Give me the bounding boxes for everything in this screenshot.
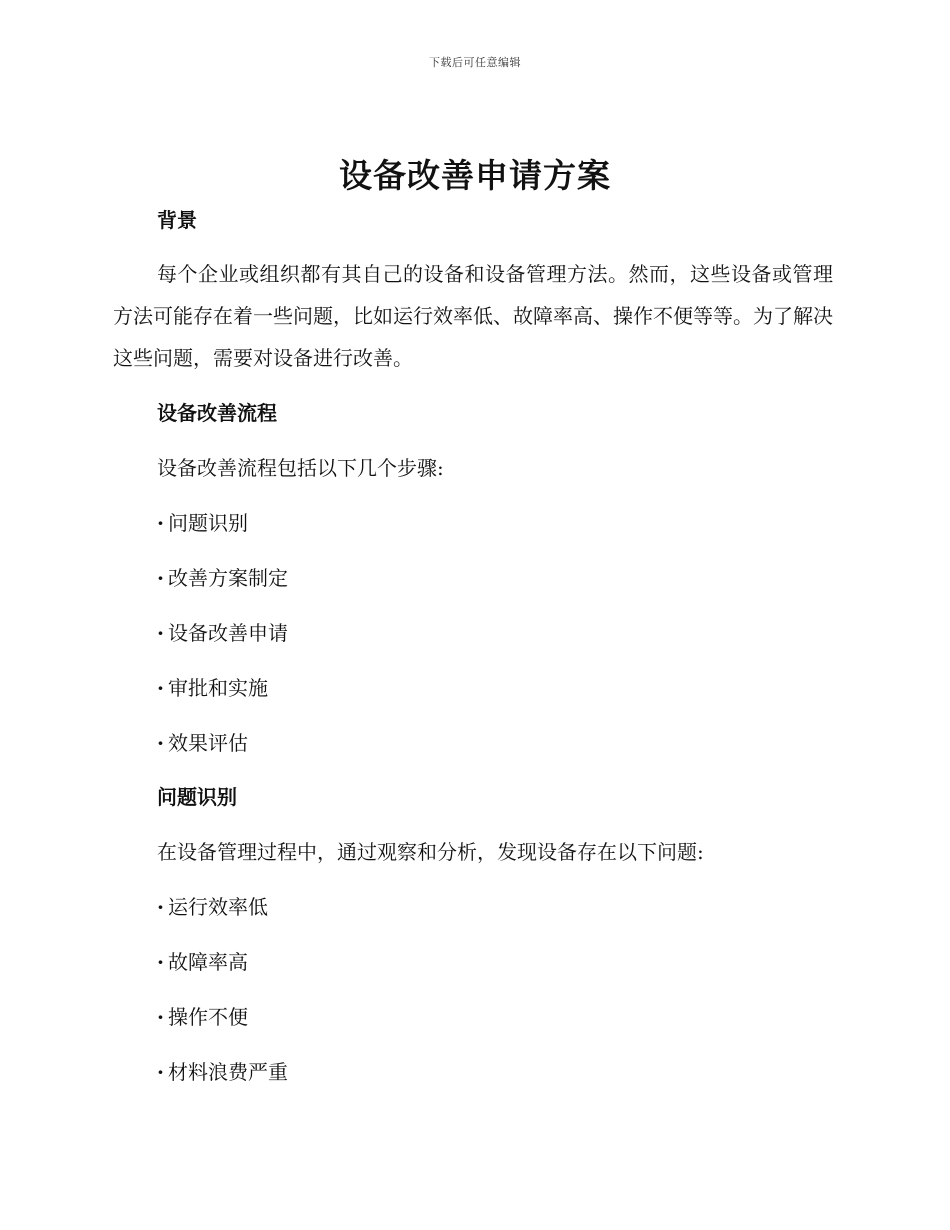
bullet-dot: ·	[157, 566, 164, 590]
list-item	[113, 612, 833, 667]
section-heading-background: 背景	[157, 208, 197, 232]
list-item-label: 审批和实施	[168, 676, 268, 700]
list-item-label: 材料浪费严重	[168, 1060, 288, 1084]
list-item-label: 效果评估	[168, 731, 248, 755]
list-item	[113, 886, 833, 941]
bullet-dot: ·	[157, 676, 164, 700]
section-heading-problems: 问题识别	[157, 785, 237, 809]
problems-list	[113, 886, 833, 1106]
list-item-label: 运行效率低	[168, 895, 268, 919]
process-intro-block	[113, 447, 833, 489]
document-title: 设备改善申请方案	[339, 156, 611, 195]
process-section	[113, 392, 833, 434]
list-item	[113, 1051, 833, 1106]
bullet-dot: ·	[157, 1060, 164, 1084]
bullet-dot: ·	[157, 731, 164, 755]
problems-intro-block	[113, 831, 833, 873]
background-paragraph: 每个企业或组织都有其自己的设备和设备管理方法。然而，这些设备或管理方法可能存在着一些问题，比如运行效率低、故障率高、操作不便等等。为了解决这些问题，需要对设备进行改善。	[113, 262, 833, 370]
background-paragraph-block	[113, 253, 833, 379]
list-item	[113, 502, 833, 557]
list-item-label: 操作不便	[168, 1005, 248, 1029]
background-section	[113, 199, 833, 241]
process-list	[113, 502, 833, 777]
bullet-dot: ·	[157, 511, 164, 535]
list-item-label: 设备改善申请	[168, 621, 288, 645]
problems-intro: 在设备管理过程中，通过观察和分析，发现设备存在以下问题:	[157, 840, 704, 864]
bullet-dot: ·	[157, 1005, 164, 1029]
list-item-label: 问题识别	[168, 511, 248, 535]
list-item-label: 改善方案制定	[168, 566, 288, 590]
process-intro: 设备改善流程包括以下几个步骤:	[157, 456, 444, 480]
problems-section	[113, 776, 833, 818]
list-item-label: 故障率高	[168, 950, 248, 974]
bullet-dot: ·	[157, 950, 164, 974]
bullet-dot: ·	[157, 895, 164, 919]
bullet-dot: ·	[157, 621, 164, 645]
list-item	[113, 557, 833, 612]
section-heading-process: 设备改善流程	[157, 401, 277, 425]
list-item	[113, 722, 833, 777]
list-item	[113, 667, 833, 722]
list-item	[113, 996, 833, 1051]
page-header-note: 下载后可任意编辑	[429, 56, 521, 69]
list-item	[113, 941, 833, 996]
